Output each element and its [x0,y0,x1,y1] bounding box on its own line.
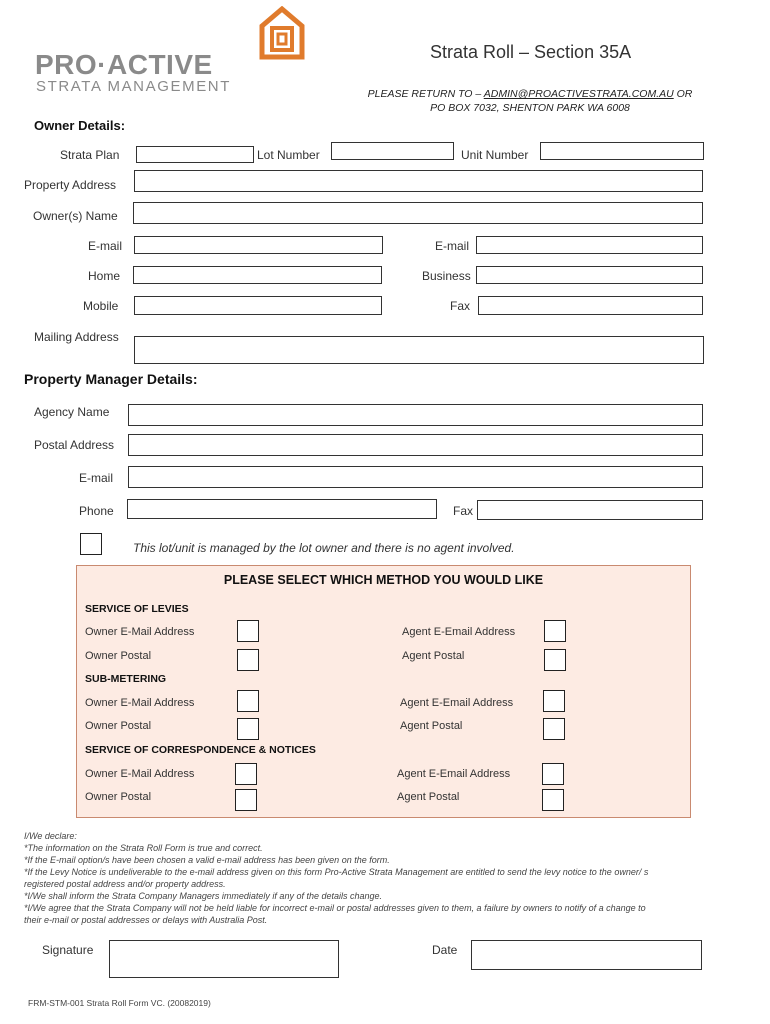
return-email-link[interactable]: ADMIN@PROACTIVESTRATA.COM.AU [483,88,674,100]
levies-agent-email-checkbox[interactable] [544,620,566,642]
return-instructions [340,87,720,115]
sub-owner-postal-checkbox[interactable] [237,718,259,740]
owner-details-heading: Owner Details: [34,118,126,133]
owner-email2-field[interactable] [476,236,703,254]
pm-phone-field[interactable] [127,499,437,519]
property-address-label: Property Address [24,178,117,192]
return-line-2: PO BOX 7032, SHENTON PARK WA 6008 [430,102,630,114]
house-logo-icon [258,6,306,60]
lot-number-field[interactable] [331,142,454,160]
levies-heading: SERVICE OF LEVIES [85,603,189,615]
owner-email-field[interactable] [134,236,383,254]
owner-fax-field[interactable] [478,296,703,315]
sub-agent-email-checkbox[interactable] [543,690,565,712]
agency-name-label: Agency Name [34,405,110,419]
sub-agent-postal-checkbox[interactable] [543,718,565,740]
corr-owner-postal-label: Owner Postal [85,791,152,803]
submetering-heading: SUB-METERING [85,673,167,685]
form-footer: FRM-STM-001 Strata Roll Form VC. (20082019) [28,998,211,1008]
signature-label: Signature [42,943,94,957]
sub-owner-email-checkbox[interactable] [237,690,259,712]
declaration-line: I/We declare: [24,831,77,841]
owners-name-field[interactable] [133,202,703,224]
pm-email-field[interactable] [128,466,703,488]
declaration-line: *I/We agree that the Strata Company will not be held liable for incorrect e-mail or postal addresses given to them, a failure by owners to notify of a change to [24,903,646,913]
corr-owner-email-label: Owner E-Mail Address [85,768,195,780]
levies-owner-email-checkbox[interactable] [237,620,259,642]
sub-owner-email-label: Owner E-Mail Address [85,697,195,709]
home-phone-field[interactable] [133,266,382,284]
method-title: PLEASE SELECT WHICH METHOD YOU WOULD LIKE [223,573,544,587]
levies-owner-postal-label: Owner Postal [85,650,152,662]
declaration-line: *The information on the Strata Roll Form is true and correct. [24,843,263,853]
logo-subtitle: STRATA MANAGEMENT [36,78,231,95]
levies-agent-postal-label: Agent Postal [402,650,465,662]
corr-agent-postal-label: Agent Postal [397,791,460,803]
date-field[interactable] [471,940,702,970]
date-label: Date [432,943,458,957]
agency-name-field[interactable] [128,404,703,426]
property-manager-heading: Property Manager Details: [24,371,198,387]
postal-address-field[interactable] [128,434,703,456]
declaration-line: registered postal address and/or property address. [24,879,226,889]
levies-agent-email-label: Agent E-Email Address [402,626,516,638]
corr-agent-email-label: Agent E-Email Address [397,768,511,780]
unit-number-label: Unit Number [461,148,529,162]
declaration-line: *If the E-mail option/s have been chosen a valid e-mail address has been given on the form. [24,855,390,865]
pm-email-label: E-mail [79,471,114,485]
no-agent-text: This lot/unit is managed by the lot owner and there is no agent involved. [133,541,515,555]
return-line-1 [340,87,720,101]
strata-plan-label: Strata Plan [60,148,120,162]
no-agent-checkbox[interactable] [80,533,102,555]
owner-fax-label: Fax [450,299,471,313]
postal-address-label: Postal Address [34,438,115,452]
levies-agent-postal-checkbox[interactable] [544,649,566,671]
declaration-line: *If the Levy Notice is undeliverable to the e-mail address given on this form Pro-Active Strata Management are entitled to send the levy notice to the owner/ s [24,867,649,877]
corr-owner-email-checkbox[interactable] [235,763,257,785]
levies-owner-email-label: Owner E-Mail Address [85,626,195,638]
declaration-line: *I/We shall inform the Strata Company Managers immediately if any of the details change. [24,891,383,901]
corr-agent-postal-checkbox[interactable] [542,789,564,811]
mobile-field[interactable] [134,296,382,315]
levies-owner-postal-checkbox[interactable] [237,649,259,671]
declaration-line: their e-mail or postal addresses or delays with Australia Post. [24,915,268,925]
pm-fax-label: Fax [453,504,474,518]
mailing-address-field[interactable] [134,336,704,364]
mobile-label: Mobile [83,299,119,313]
unit-number-field[interactable] [540,142,704,160]
owners-name-label: Owner(s) Name [33,209,118,223]
corr-owner-postal-checkbox[interactable] [235,789,257,811]
business-phone-label: Business [422,269,471,283]
sub-agent-postal-label: Agent Postal [400,720,463,732]
correspondence-heading: SERVICE OF CORRESPONDENCE & NOTICES [85,744,316,756]
sub-agent-email-label: Agent E-Email Address [400,697,514,709]
home-phone-label: Home [88,269,121,283]
mailing-address-label: Mailing Address [34,330,119,344]
business-phone-field[interactable] [476,266,703,284]
property-address-field[interactable] [134,170,703,192]
owner-email-label: E-mail [88,239,123,253]
corr-agent-email-checkbox[interactable] [542,763,564,785]
form-title: Strata Roll – Section 35A [430,42,632,62]
strata-plan-field[interactable] [136,146,254,163]
pm-fax-field[interactable] [477,500,703,520]
owner-email2-label: E-mail [435,239,470,253]
sub-owner-postal-label: Owner Postal [85,720,152,732]
lot-number-label: Lot Number [257,148,320,162]
return-prefix: PLEASE RETURN TO – [367,88,484,100]
signature-field[interactable] [109,940,339,978]
pm-phone-label: Phone [79,504,114,518]
declaration-text [24,830,734,926]
return-suffix: OR [673,88,693,100]
logo-name: PRO·ACTIVE [35,49,213,80]
